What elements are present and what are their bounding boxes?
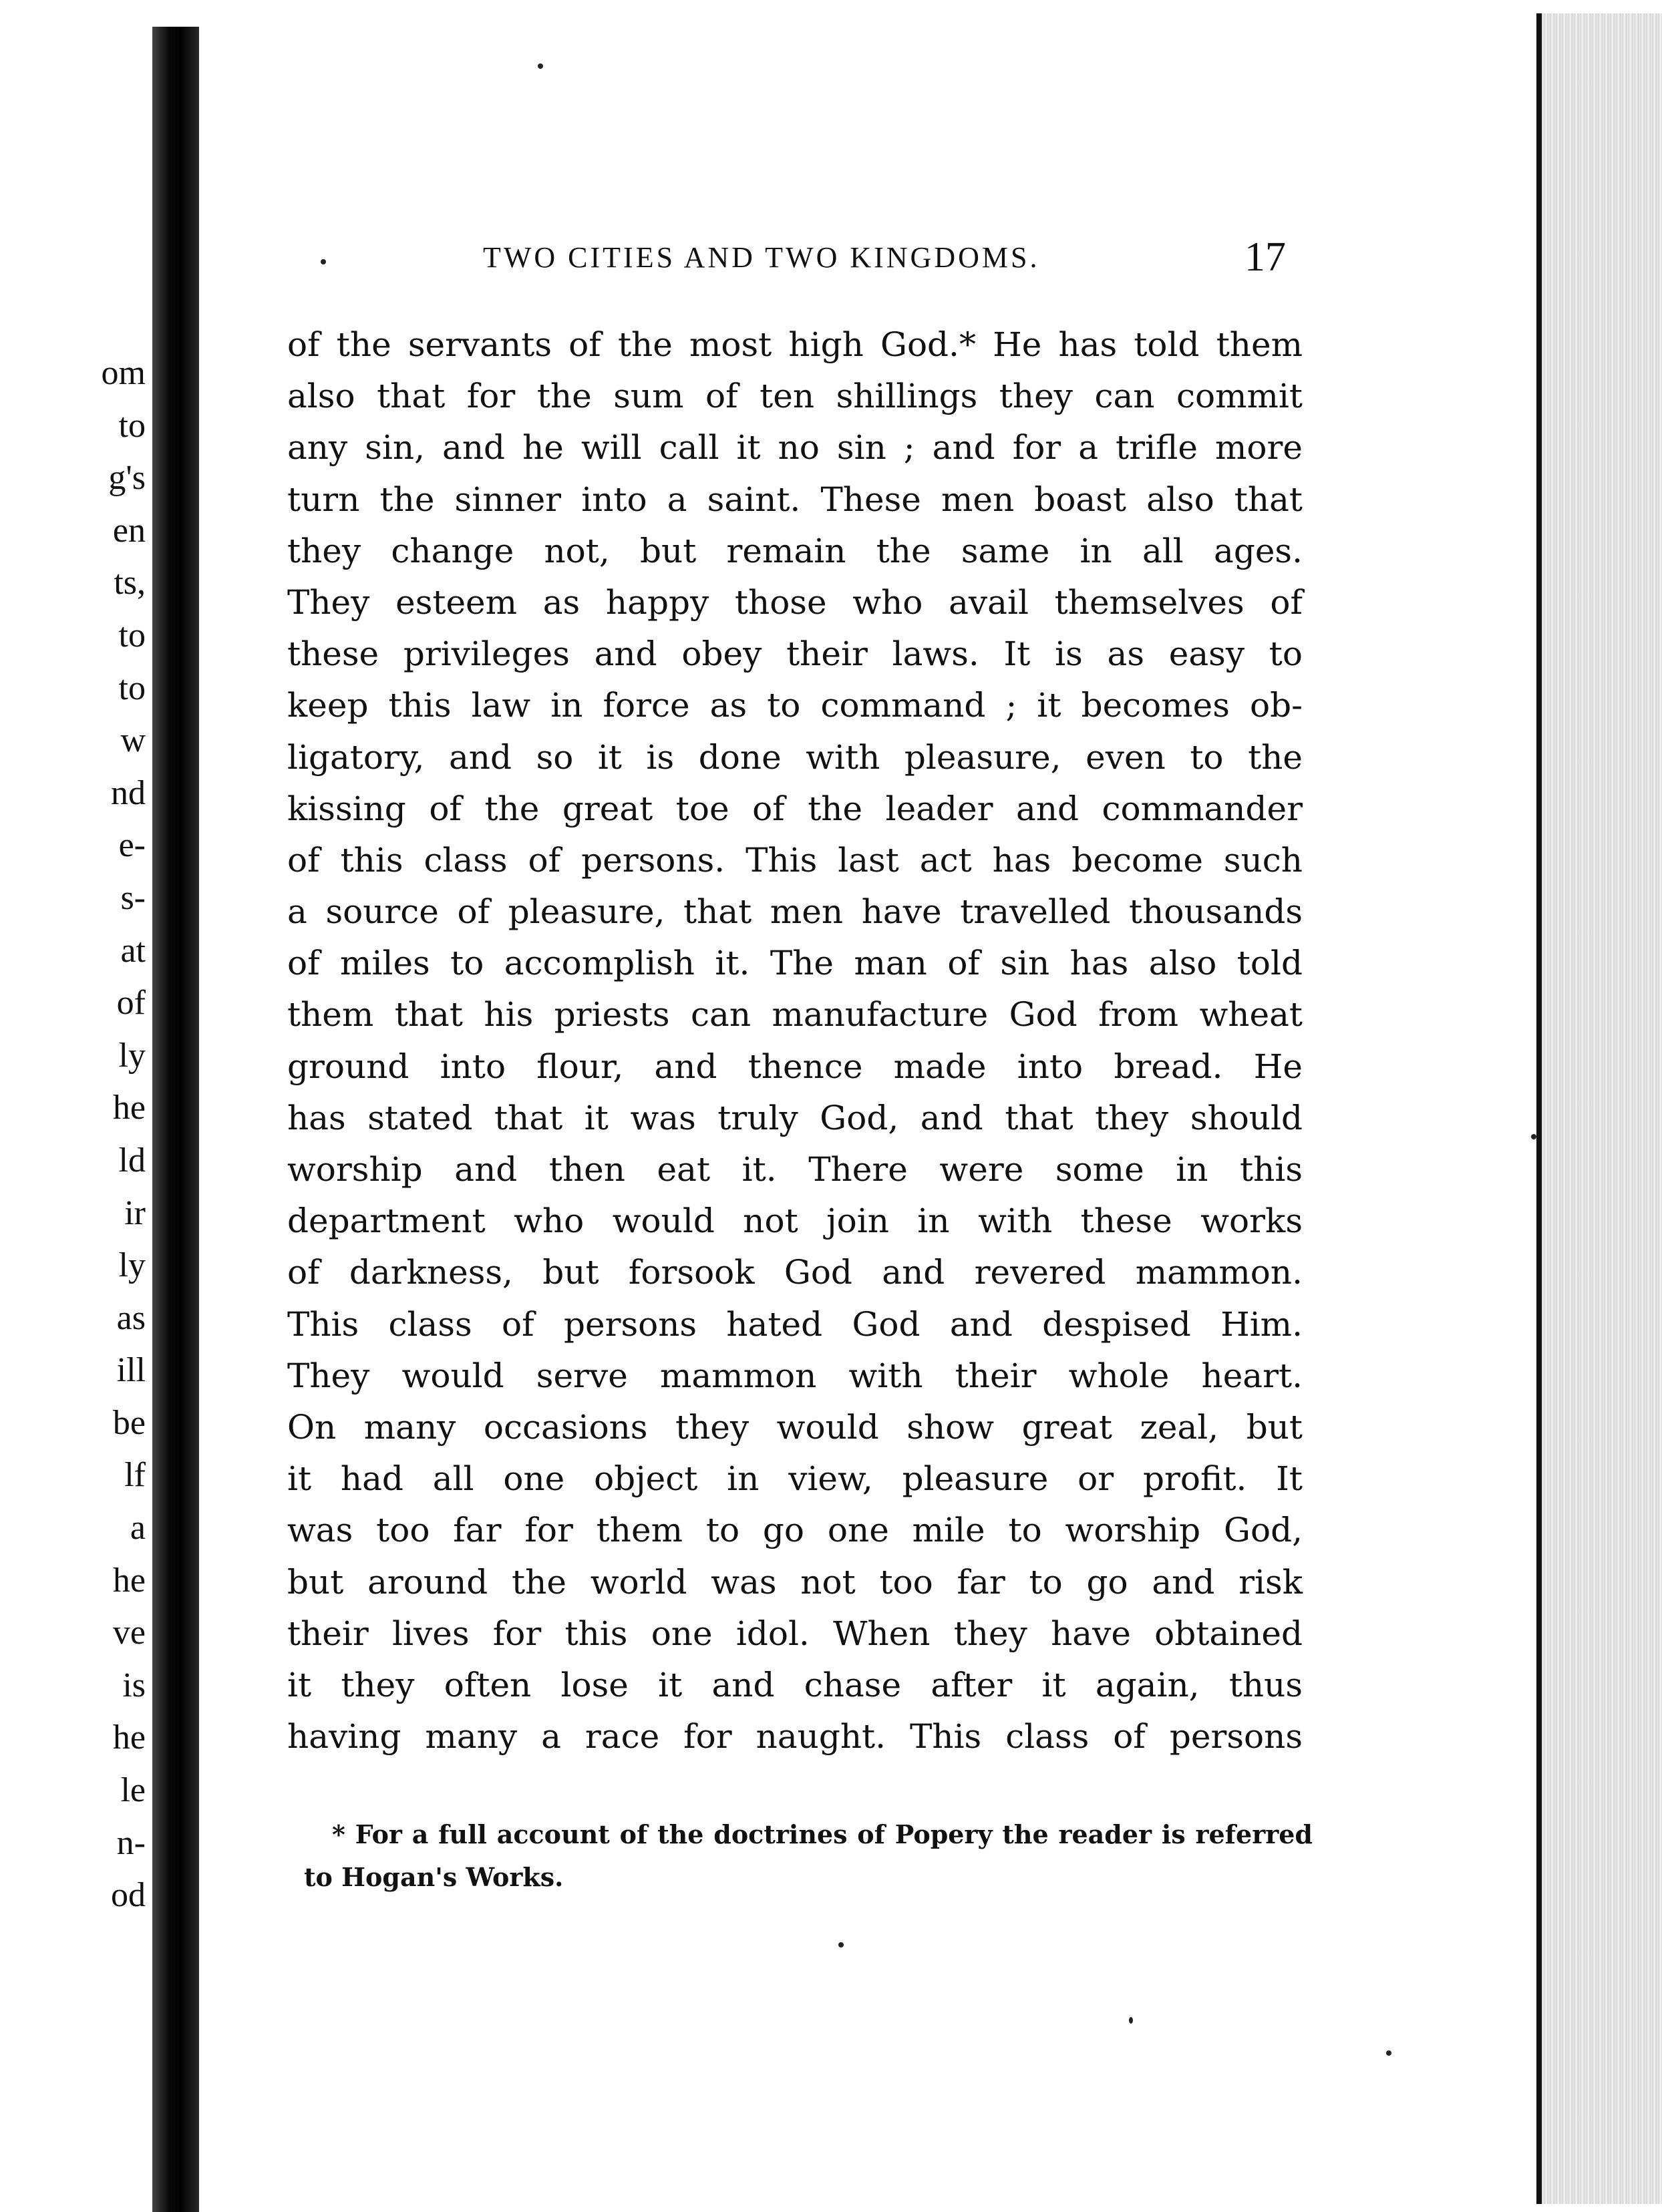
body-text-line: of miles to accomplish it. The man of sin has also told — [287, 944, 1303, 983]
facing-page-fragment: as — [116, 1298, 146, 1337]
footnote-line: * For a full account of the doctrines of Popery the reader is referred — [332, 1819, 1313, 1849]
facing-page-fragment: of — [116, 984, 146, 1023]
body-text-line: these privileges and obey their laws. It is as easy to — [287, 634, 1303, 674]
body-text-line: also that for the sum of ten shillings they can commit — [287, 377, 1303, 416]
facing-page-fragment: e- — [118, 826, 146, 865]
facing-page-fragment: ts, — [114, 564, 146, 602]
facing-page-edge — [0, 0, 155, 2212]
body-text-line: but around the world was not too far to go and risk — [287, 1562, 1303, 1602]
facing-page-fragment: s- — [120, 878, 146, 917]
page-edges — [1536, 13, 1662, 2204]
body-text-line: they change not, but remain the same in all ages. — [287, 531, 1303, 570]
footnote — [304, 1813, 1313, 1899]
facing-page-fragment: he — [112, 1089, 146, 1127]
facing-page-fragment: ir — [124, 1193, 146, 1232]
body-text-line: department who would not join in with these works — [287, 1202, 1303, 1241]
facing-page-fragment: ill — [116, 1351, 146, 1390]
binding-gutter — [152, 27, 199, 2212]
facing-page-text-fragments — [0, 347, 152, 1922]
scan-speck — [1531, 1134, 1536, 1139]
facing-page-fragment: od — [111, 1876, 146, 1915]
body-text-line: They would serve mammon with their whole heart. — [287, 1356, 1303, 1395]
body-text-line: On many occasions they would show great zeal, but — [287, 1407, 1303, 1447]
body-text-line: of this class of persons. This last act has become such — [287, 840, 1303, 880]
body-text-line: ground into flour, and thence made into bread. He — [287, 1047, 1303, 1086]
facing-page-fragment: ld — [118, 1141, 146, 1179]
facing-page-fragment: g's — [108, 459, 146, 498]
facing-page-fragment: ly — [118, 1246, 146, 1285]
body-text-line: kissing of the great toe of the leader and commander — [287, 789, 1303, 828]
running-head — [284, 234, 1286, 287]
footnote-line: to Hogan's Works. — [304, 1862, 564, 1892]
scan-speck — [538, 63, 543, 69]
scan-speck — [321, 259, 326, 264]
body-text-line: They esteem as happy those who avail themselves of — [287, 582, 1303, 622]
body-text-line: any sin, and he will call it no sin ; and for a trifle more — [287, 428, 1303, 468]
body-text — [287, 319, 1303, 1763]
facing-page-fragment: ly — [118, 1036, 146, 1075]
body-text-line: has stated that it was truly God, and that they should — [287, 1098, 1303, 1137]
scan-speck — [838, 1942, 844, 1948]
facing-page-fragment: to — [118, 406, 146, 445]
scan-speck — [1129, 2017, 1133, 2024]
facing-page-fragment: om — [101, 354, 146, 392]
facing-page-fragment: n- — [116, 1823, 146, 1862]
body-text-line: of darkness, but forsook God and revered mammon. — [287, 1253, 1303, 1292]
body-text-line: having many a race for naught. This class of persons — [287, 1717, 1303, 1757]
facing-page-fragment: ve — [112, 1614, 146, 1652]
body-text-line: turn the sinner into a saint. These men boast also that — [287, 480, 1303, 519]
body-text-line: of the servants of the most high God.* He has told them — [287, 325, 1303, 364]
facing-page-fragment: be — [112, 1403, 146, 1442]
body-text-line: them that his priests can manufacture God from wheat — [287, 995, 1303, 1035]
body-text-line: their lives for this one idol. When they have obtained — [287, 1614, 1303, 1653]
body-text-line: it they often lose it and chase after it again, thus — [287, 1665, 1303, 1704]
facing-page-fragment: lf — [124, 1456, 146, 1495]
page-number: 17 — [1244, 234, 1286, 280]
facing-page-fragment: en — [112, 511, 146, 550]
body-text-line: it had all one object in view, pleasure or profit. It — [287, 1459, 1303, 1499]
facing-page-fragment: le — [120, 1771, 146, 1810]
body-text-line: This class of persons hated God and despised Him. — [287, 1304, 1303, 1344]
facing-page-fragment: is — [122, 1666, 146, 1704]
body-text-line: keep this law in force as to command ; it becomes ob- — [287, 686, 1303, 725]
running-head-title: TWO CITIES AND TWO KINGDOMS. — [483, 241, 1040, 274]
facing-page-fragment: to — [118, 669, 146, 707]
body-text-line: ligatory, and so it is done with pleasure, even to the — [287, 737, 1303, 777]
facing-page-fragment: he — [112, 1561, 146, 1600]
body-text-line: was too far for them to go one mile to worship God, — [287, 1511, 1303, 1550]
facing-page-fragment: w — [120, 721, 146, 760]
body-text-line: worship and then eat it. There were some in this — [287, 1150, 1303, 1189]
facing-page-fragment: nd — [111, 773, 146, 812]
facing-page-fragment: at — [120, 931, 146, 970]
facing-page-fragment: to — [118, 616, 146, 655]
facing-page-fragment: he — [112, 1718, 146, 1757]
body-text-line: a source of pleasure, that men have travelled thousands — [287, 892, 1303, 932]
scan-speck — [1386, 2050, 1391, 2056]
facing-page-fragment: a — [130, 1509, 146, 1547]
